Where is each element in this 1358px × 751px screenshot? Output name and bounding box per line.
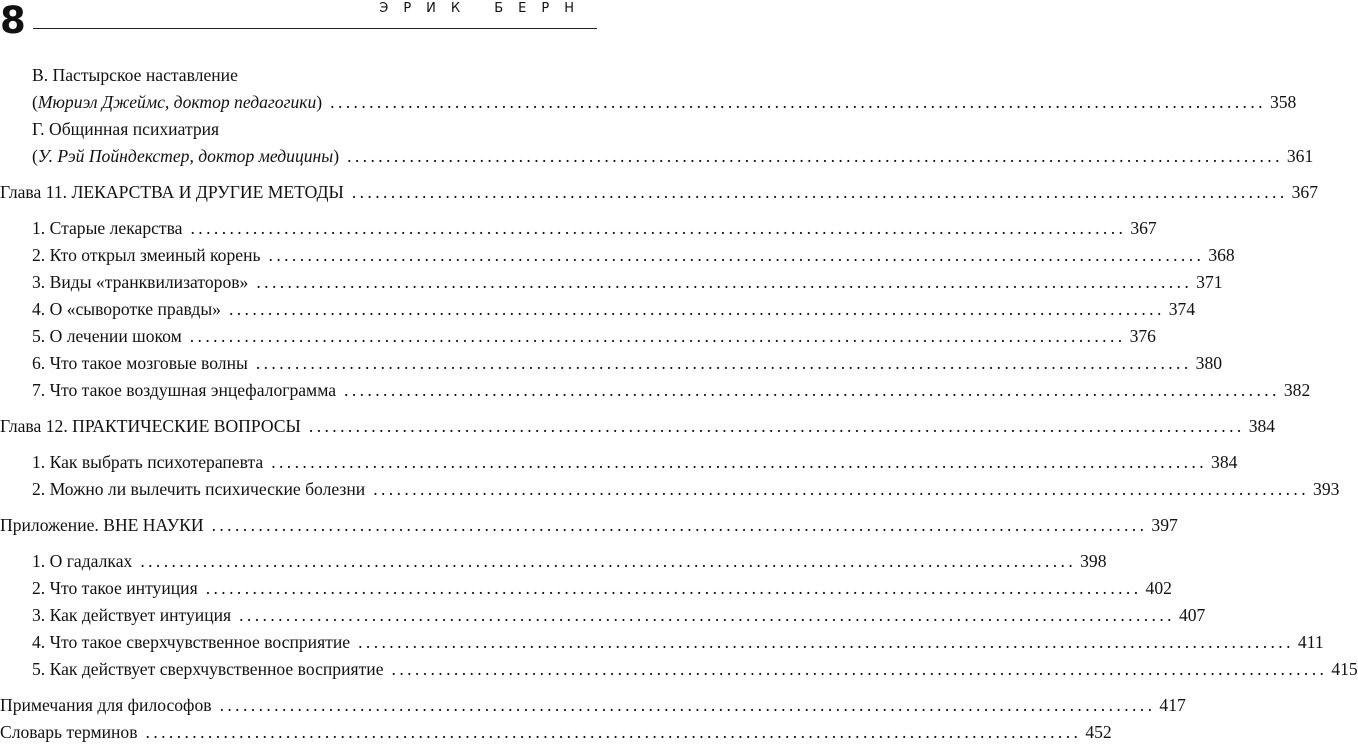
toc-entry-page: 371 <box>1196 272 1223 292</box>
toc-entry-page: 415 <box>1331 659 1358 679</box>
dot-leader: ........................................................................................................................ <box>228 299 1165 319</box>
toc-entry-title: 1. Старые лекарства <box>32 218 183 238</box>
toc-entry-title: 5. О лечении шоком <box>32 326 182 346</box>
toc-entry-page: 361 <box>1286 146 1314 166</box>
toc-entry-title: Словарь терминов <box>0 722 138 742</box>
dot-leader: ........................................................................................................................ <box>145 722 1082 742</box>
toc-entry[interactable] <box>0 656 1358 683</box>
toc-entry-page: 367 <box>1130 218 1157 238</box>
toc-entry-page: 376 <box>1129 326 1156 346</box>
toc-entry[interactable] <box>0 350 1223 377</box>
toc-entry[interactable] <box>0 215 1157 242</box>
toc-entry-title: 1. О гадалках <box>32 551 133 571</box>
toc-entry-title: 1. Как выбрать психотерапевта <box>32 452 264 472</box>
dot-leader: ........................................................................................................................ <box>373 479 1310 499</box>
table-of-contents <box>0 62 1358 746</box>
dot-leader: ........................................................................................................................ <box>308 416 1245 436</box>
toc-entry-page: 380 <box>1195 353 1223 373</box>
toc-entry[interactable] <box>0 719 1112 746</box>
toc-entry-title: 2. Кто открыл змеиный корень <box>32 245 261 265</box>
dot-leader: ........................................................................................................................ <box>190 218 1127 238</box>
toc-entry-title: (Мюриэл Джеймс, доктор педагогики) <box>32 92 323 112</box>
toc-entry[interactable] <box>0 269 1223 296</box>
toc-entry-title: Г. Общинная психиатрия <box>32 119 220 139</box>
dot-leader: ........................................................................................................................ <box>256 272 1193 292</box>
toc-entry[interactable] <box>0 476 1340 503</box>
toc-entry-title: В. Пастырское наставление <box>32 65 238 85</box>
dot-leader: ........................................................................................................................ <box>219 695 1156 715</box>
toc-entry[interactable] <box>0 242 1235 269</box>
dot-leader: ........................................................................................................................ <box>351 182 1288 202</box>
toc-entry-title: 4. Что такое сверхчувственное восприятие <box>32 632 351 652</box>
toc-entry-page: 393 <box>1313 479 1340 499</box>
toc-entry-page: 452 <box>1085 722 1112 742</box>
toc-entry[interactable] <box>0 413 1276 440</box>
toc-entry-page: 374 <box>1168 299 1196 319</box>
toc-entry[interactable] <box>0 692 1186 719</box>
toc-entry-title: 4. О «сыворотке правды» <box>32 299 221 319</box>
toc-entry[interactable] <box>0 602 1206 629</box>
toc-entry-page: 397 <box>1151 515 1178 535</box>
dot-leader: ........................................................................................................................ <box>189 326 1126 346</box>
toc-entry-title: 6. Что такое мозговые волны <box>32 353 248 373</box>
dot-leader: ........................................................................................................................ <box>268 245 1205 265</box>
page-number: 8 <box>0 0 25 42</box>
toc-entry[interactable] <box>0 89 1297 116</box>
toc-entry[interactable] <box>0 548 1107 575</box>
toc-entry-page: 382 <box>1283 380 1311 400</box>
toc-entry[interactable] <box>0 143 1314 170</box>
toc-entry[interactable] <box>0 449 1238 476</box>
toc-entry[interactable] <box>0 179 1319 206</box>
toc-entry-title: 3. Виды «транквилизаторов» <box>32 272 249 292</box>
toc-entry[interactable] <box>0 575 1172 602</box>
toc-entry-title: Глава 11. ЛЕКАРСТВА И ДРУГИЕ МЕТОДЫ <box>0 182 344 202</box>
toc-entry-title: Приложение. ВНЕ НАУКИ <box>0 515 204 535</box>
toc-entry-title: Примечания для философов <box>0 695 212 715</box>
toc-entry-title: 5. Как действует сверхчувственное восприятие <box>32 659 384 679</box>
toc-entry-page: 384 <box>1248 416 1276 436</box>
toc-entry-page: 398 <box>1080 551 1107 571</box>
toc-entry-page: 417 <box>1159 695 1186 715</box>
toc-entry-title: Глава 12. ПРАКТИЧЕСКИЕ ВОПРОСЫ <box>0 416 301 436</box>
dot-leader: ........................................................................................................................ <box>347 146 1283 166</box>
toc-entry-title: 3. Как действует интуиция <box>32 605 232 625</box>
toc-entry[interactable] <box>0 629 1324 656</box>
toc-entry[interactable] <box>0 296 1196 323</box>
toc-entry[interactable] <box>0 323 1156 350</box>
dot-leader: ........................................................................................................................ <box>344 380 1280 400</box>
toc-entry-page: 402 <box>1145 578 1172 598</box>
toc-entry-title: 2. Можно ли вылечить психические болезни <box>32 479 366 499</box>
toc-entry-page: 367 <box>1291 182 1319 202</box>
toc-entry[interactable] <box>0 377 1311 404</box>
dot-leader: ........................................................................................................................ <box>211 515 1148 535</box>
dot-leader: ........................................................................................................................ <box>205 578 1142 598</box>
header-rule <box>33 28 597 29</box>
toc-entry-page: 358 <box>1269 92 1297 112</box>
dot-leader: ........................................................................................................................ <box>140 551 1077 571</box>
toc-entry-title: (У. Рэй Пойндекстер, доктор медицины) <box>32 146 340 166</box>
toc-entry-title: 7. Что такое воздушная энцефалограмма <box>32 380 337 400</box>
dot-leader: ........................................................................................................................ <box>255 353 1192 373</box>
dot-leader: ........................................................................................................................ <box>239 605 1175 625</box>
dot-leader: ........................................................................................................................ <box>330 92 1266 112</box>
toc-entry-page: 411 <box>1297 632 1324 652</box>
running-head: ЭРИК БЕРН <box>379 1 589 16</box>
dot-leader: ........................................................................................................................ <box>358 632 1294 652</box>
dot-leader: ........................................................................................................................ <box>391 659 1328 679</box>
dot-leader: ........................................................................................................................ <box>271 452 1208 472</box>
toc-entry-page: 368 <box>1208 245 1235 265</box>
toc-entry-title: 2. Что такое интуиция <box>32 578 198 598</box>
toc-entry[interactable] <box>0 512 1178 539</box>
toc-entry-page: 407 <box>1178 605 1206 625</box>
toc-entry[interactable] <box>0 62 597 89</box>
toc-entry-page: 384 <box>1211 452 1238 472</box>
toc-entry[interactable] <box>0 116 597 143</box>
